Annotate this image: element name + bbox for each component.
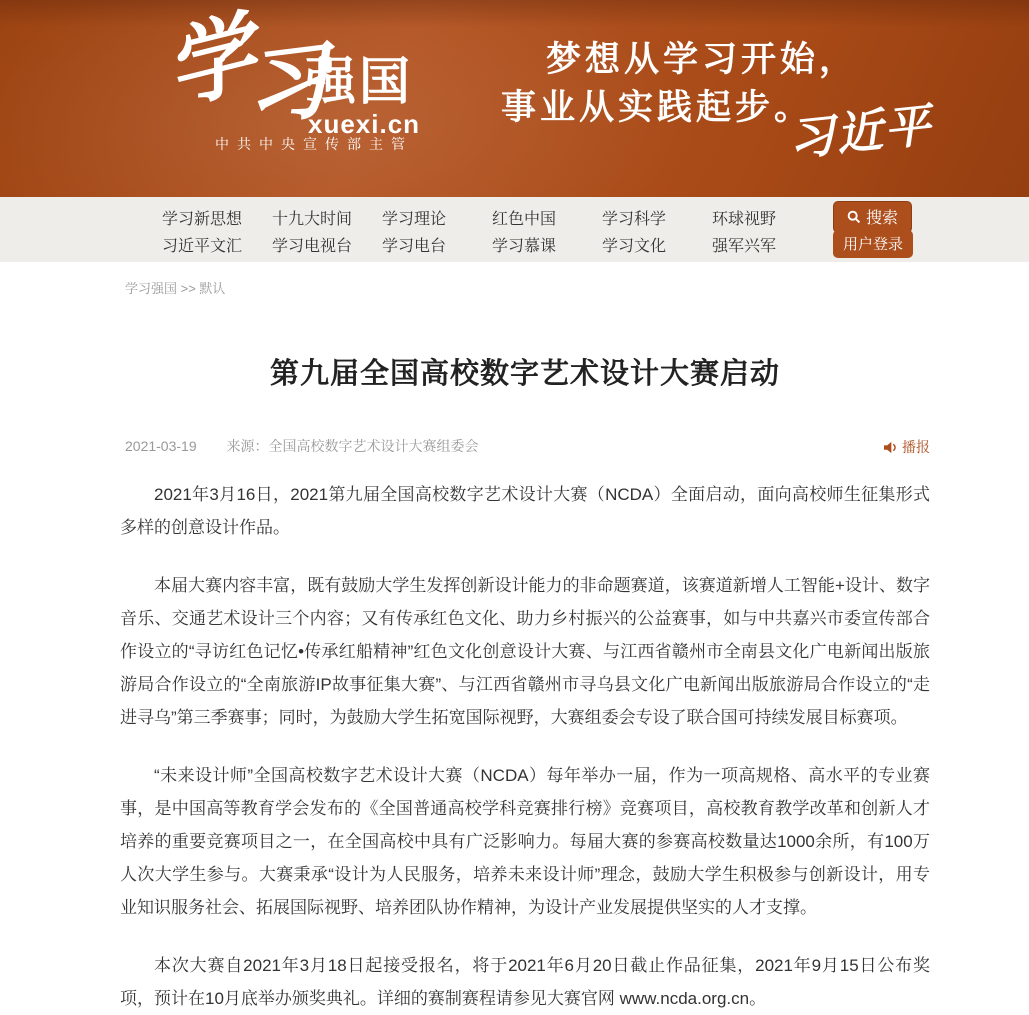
logo-calligraphy-char-2: 习 [239,34,335,137]
site-header [0,0,1029,197]
article-paragraph: 本届大赛内容丰富，既有鼓励大学生发挥创新设计能力的非命题赛道，该赛道新增人工智能+设计、数字音乐、交通艺术设计三个内容；又有传承红色文化、助力乡村振兴的公益赛事，如与中共嘉兴市委宣传部合作设立的“寻访红色记忆•传承红船精神”红色文化创意设计大赛、与江西省赣州市全南县文化广电新闻出版旅游局合作设立的“全南旅游IP故事征集大赛”、与江西省赣州市寻乌县文化广电新闻出版旅游局合作设立的“走进寻乌”第三季赛事；同时，为鼓励大学生拓宽国际视野，大赛组委会专设了联合国可持续发展目标赛项。 [120,576,930,727]
slogan-line-1: 梦想从学习开始， [546,40,859,79]
nav-item-huanqiu[interactable]: 环球视野 [712,211,777,228]
user-login-button[interactable] [833,230,913,258]
article-date: 2021-03-19 [125,438,197,454]
nav-item-shijiuda[interactable]: 十九大时间 [272,211,353,228]
login-button-label: 用户登录 [843,236,904,253]
nav-item-lilun[interactable]: 学习理论 [382,211,447,228]
logo-block-text: 强国 [305,53,414,110]
nav-item-muke[interactable]: 学习慕课 [492,238,557,255]
broadcast-label: 播报 [902,439,930,455]
article-paragraph: 本次大赛自2021年3月18日起接受报名，将于2021年6月20日截止作品征集，2021年9月15日公布奖项，预计在10月底举办颁奖典礼。详细的赛制赛程请参见大赛官网 www.ncda.org.cn。 [120,956,930,1008]
search-button[interactable] [833,201,912,233]
article-body [120,478,930,1015]
logo-subtitle: 中共中央宣传部主管 [215,136,413,152]
navbar-inner [120,197,930,262]
article-container [120,351,930,1015]
article-source: 来源：全国高校数字艺术设计大赛组委会 [226,438,479,454]
nav-item-dianshitai[interactable]: 学习电视台 [272,238,353,255]
article-meta [120,436,930,456]
nav-item-wenhui[interactable]: 习近平文汇 [162,238,243,255]
search-button-label: 搜索 [866,210,899,227]
article-paragraph: 2021年3月16日，2021第九届全国高校数字艺术设计大赛（NCDA）全面启动，面向高校师生征集形式多样的创意设计作品。 [120,485,930,537]
broadcast-button[interactable] [884,437,930,457]
slogan-line-2: 事业从实践起步。 [501,88,814,127]
signature-calligraphy: 习近平 [786,99,935,166]
nav-item-hongse[interactable]: 红色中国 [492,211,557,228]
header-slogan [0,0,1029,197]
nav-item-diantai[interactable]: 学习电台 [382,238,447,255]
search-icon [847,210,861,224]
nav-item-xinsixiang[interactable]: 学习新思想 [162,211,243,228]
nav-item-qiangjun[interactable]: 强军兴军 [712,238,777,255]
main-navbar [0,197,1029,262]
nav-item-kexue[interactable]: 学习科学 [602,211,667,228]
nav-item-wenhua[interactable]: 学习文化 [602,238,667,255]
article-title: 第九届全国高校数字艺术设计大赛启动 [269,358,780,390]
logo-calligraphy-char-1: 学 [156,5,266,122]
breadcrumb[interactable]: 学习强国 >> 默认 [125,281,226,296]
logo-domain-text: xuexi.cn [308,109,421,139]
article-paragraph: “未来设计师”全国高校数字艺术设计大赛（NCDA）每年举办一届，作为一项高规格、高水平的专业赛事，是中国高等教育学会发布的《全国普通高校学科竞赛排行榜》竞赛项目，高校教育教学改革和创新人才培养的重要竞赛项目之一，在全国高校中具有广泛影响力。每届大赛的参赛高校数量达1000余所，有100万人次大学生参与。大赛秉承“设计为人民服务，培养未来设计师”理念，鼓励大学生积极参与创新设计，用专业知识服务社会、拓展国际视野、培养团队协作精神，为设计产业发展提供坚实的人才支撑。 [120,766,930,917]
speaker-icon [884,441,898,454]
